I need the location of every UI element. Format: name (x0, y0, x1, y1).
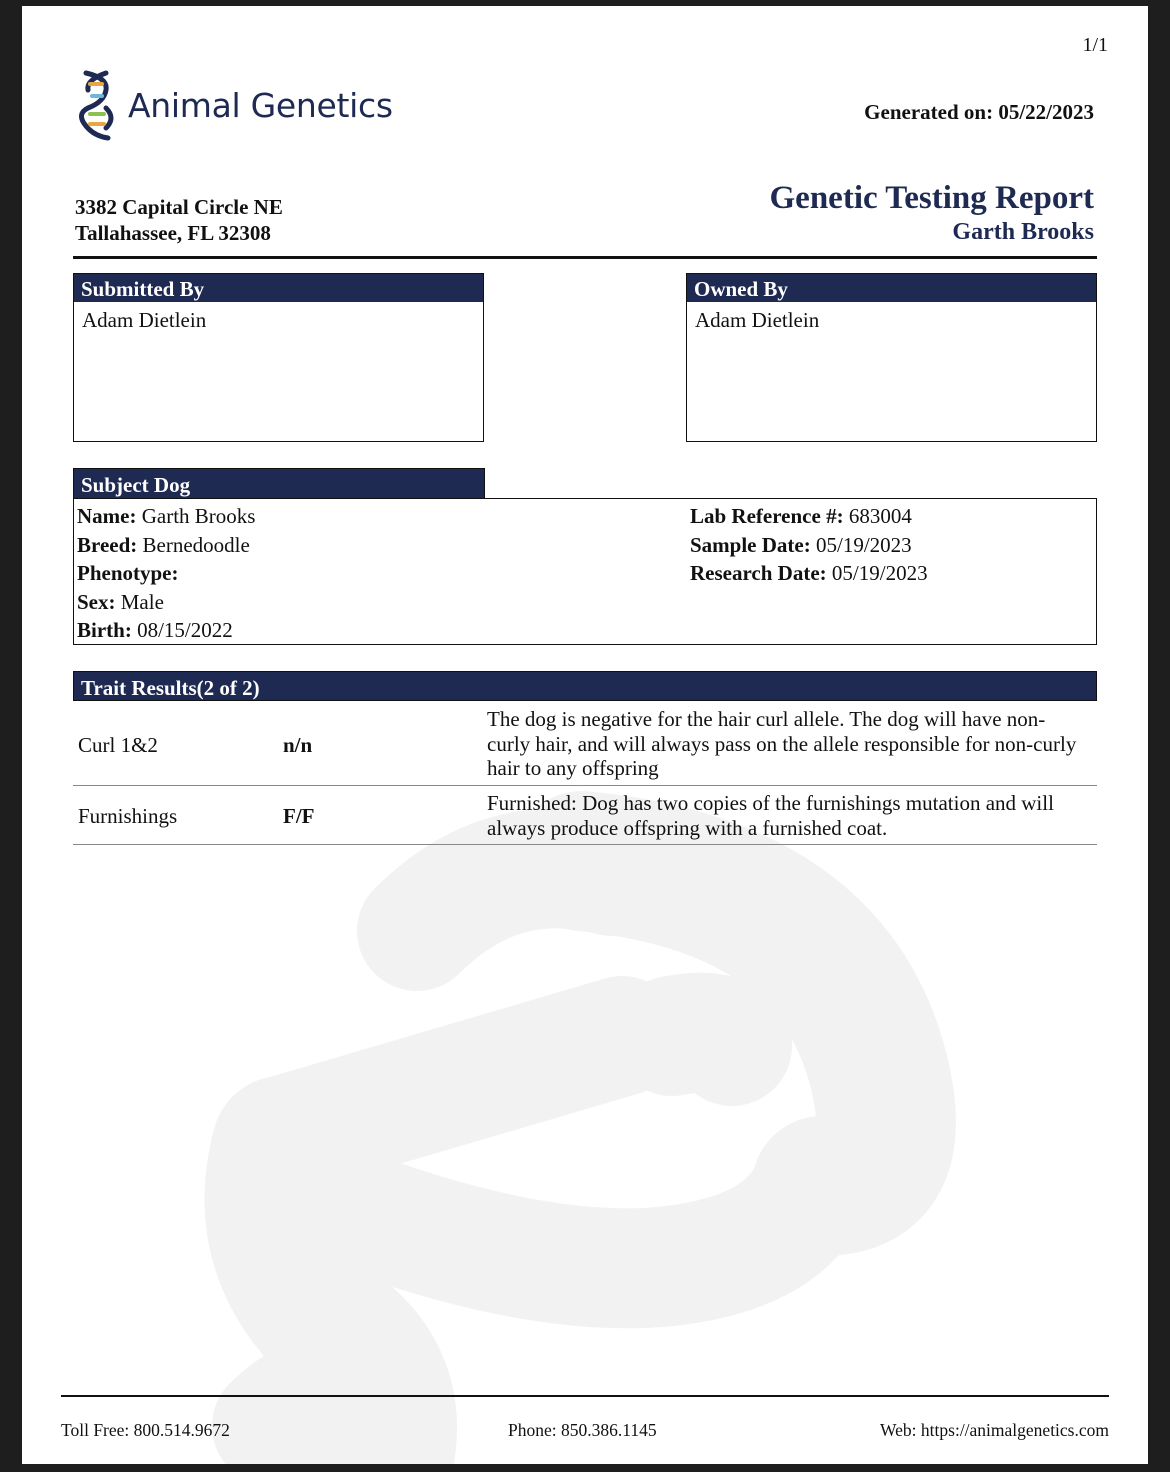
owned-by-name: Adam Dietlein (695, 308, 820, 332)
footer-divider (61, 1395, 1109, 1397)
generated-on (864, 100, 1094, 125)
trait-description: The dog is negative for the hair curl allele. The dog will have non-curly hair, and will always pass on the allele responsible for non-curly hair to any offspring (487, 707, 1077, 780)
submitted-by-name: Adam Dietlein (82, 308, 207, 332)
lab-reference: 683004 (848, 504, 912, 528)
research-date: 05/19/2023 (831, 561, 928, 585)
report-title-block (770, 178, 1094, 246)
owned-by-title: Owned By (687, 274, 1096, 302)
report-page (22, 6, 1148, 1464)
trait-row (73, 703, 1097, 786)
footer-web-link[interactable]: Web: https://animalgenetics.com (880, 1420, 1109, 1440)
submitted-by-box (73, 273, 484, 442)
page-number: 1/1 (1082, 34, 1108, 56)
subject-dog-title: Subject Dog (73, 468, 485, 499)
trait-genotype: F/F (283, 804, 315, 828)
dog-phenotype-field: Phenotype: (77, 561, 179, 585)
dog-sex: Male (120, 589, 164, 614)
address-line-2: Tallahassee, FL 32308 (75, 221, 271, 245)
sample-date: 05/19/2023 (815, 532, 912, 557)
lab-reference-field: Lab Reference #: 683004 (690, 504, 912, 528)
owned-by-box (686, 273, 1097, 442)
footer-phone: Phone: 850.386.1145 (508, 1420, 657, 1440)
report-title: Genetic Testing Report (769, 180, 1094, 216)
subject-details-left (77, 502, 255, 645)
dog-breed: Bernedoodle (142, 532, 250, 557)
dna-helix-icon (78, 68, 116, 142)
lab-address (75, 194, 283, 246)
dog-birth: 08/15/2022 (137, 618, 233, 642)
subject-details-right (690, 502, 928, 588)
generated-label: Generated on: (864, 100, 994, 124)
header-divider (73, 256, 1097, 259)
submitted-by-title: Submitted By (74, 274, 483, 302)
trait-description: Furnished: Dog has two copies of the furnishings mutation and will always produce offspring with a furnished coat. (487, 791, 1054, 840)
brand-logo (78, 68, 393, 142)
trait-name: Furnishings (78, 804, 178, 828)
dog-name: Garth Brooks (141, 504, 256, 528)
trait-row (73, 786, 1097, 845)
trait-name: Curl 1&2 (78, 733, 158, 757)
address-line-1: 3382 Capital Circle NE (75, 195, 283, 219)
footer-toll-free: Toll Free: 800.514.9672 (61, 1420, 230, 1440)
dog-breed-field: Breed: Bernedoodle (77, 532, 250, 557)
generated-date: 05/22/2023 (998, 100, 1094, 124)
research-date-field: Research Date: 05/19/2023 (690, 561, 928, 585)
dog-sex-field: Sex: Male (77, 589, 164, 614)
trait-genotype: n/n (283, 733, 313, 757)
report-subject: Garth Brooks (952, 219, 1094, 245)
sample-date-field: Sample Date: 05/19/2023 (690, 532, 912, 557)
dog-birth-field: Birth: 08/15/2022 (77, 618, 233, 642)
dog-name-field: Name: Garth Brooks (77, 504, 256, 528)
trait-results-title: Trait Results(2 of 2) (73, 671, 1097, 701)
brand-name: Animal Genetics (128, 85, 393, 125)
